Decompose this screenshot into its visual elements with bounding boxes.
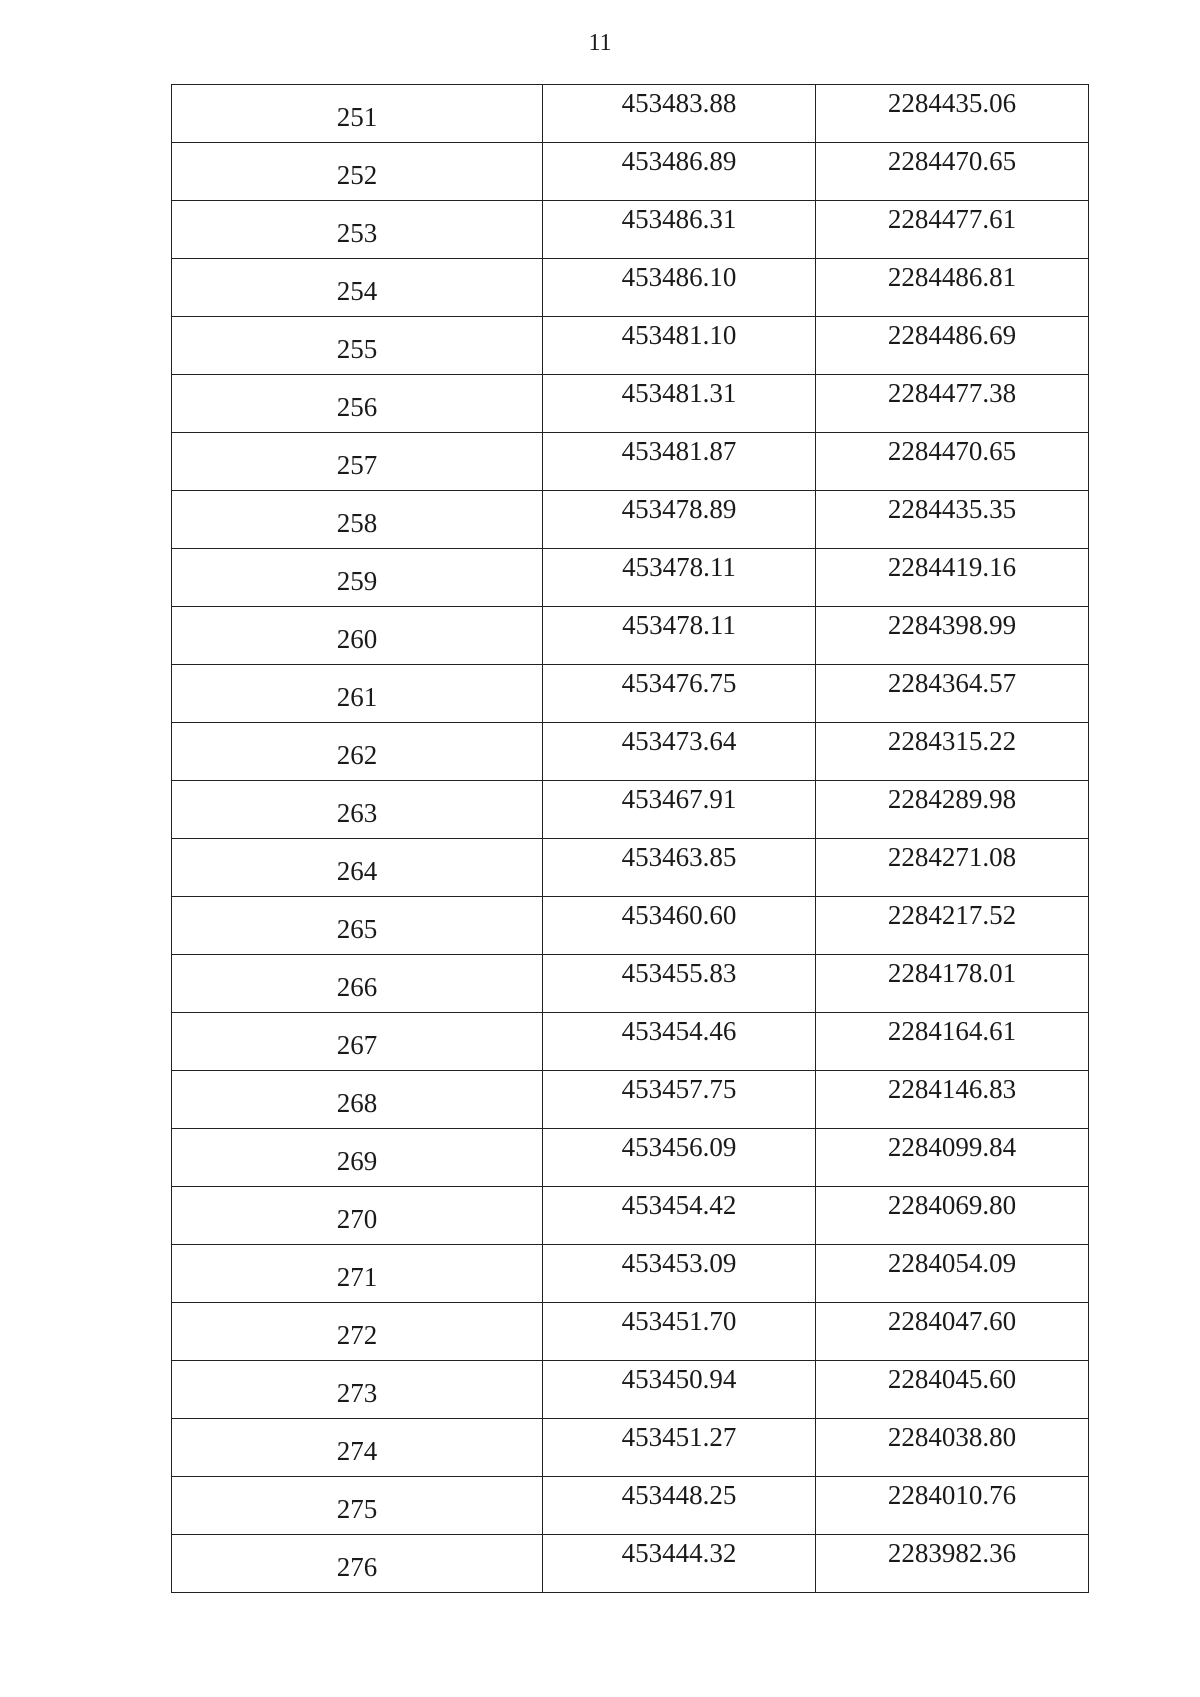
y-coordinate-cell: 2284486.69 [816,317,1089,375]
point-number-cell: 261 [172,665,543,723]
y-coordinate-cell: 2284069.80 [816,1187,1089,1245]
table-row [172,1477,1089,1535]
table-row [172,259,1089,317]
table-row [172,955,1089,1013]
y-coordinate-cell: 2284164.61 [816,1013,1089,1071]
point-number-cell: 258 [172,491,543,549]
x-coordinate-cell: 453467.91 [543,781,816,839]
y-coordinate-cell: 2284470.65 [816,143,1089,201]
point-number-cell: 263 [172,781,543,839]
coordinates-table-body [172,85,1089,1593]
point-number-cell: 259 [172,549,543,607]
y-coordinate-cell: 2284477.61 [816,201,1089,259]
y-coordinate-cell: 2284010.76 [816,1477,1089,1535]
point-number-cell: 257 [172,433,543,491]
x-coordinate-cell: 453453.09 [543,1245,816,1303]
y-coordinate-cell: 2284271.08 [816,839,1089,897]
y-coordinate-cell: 2284178.01 [816,955,1089,1013]
table-row [172,201,1089,259]
x-coordinate-cell: 453481.10 [543,317,816,375]
y-coordinate-cell: 2284054.09 [816,1245,1089,1303]
y-coordinate-cell: 2284289.98 [816,781,1089,839]
point-number-cell: 256 [172,375,543,433]
x-coordinate-cell: 453478.11 [543,607,816,665]
table-row [172,1419,1089,1477]
point-number-cell: 260 [172,607,543,665]
table-row [172,839,1089,897]
x-coordinate-cell: 453463.85 [543,839,816,897]
x-coordinate-cell: 453483.88 [543,85,816,143]
table-row [172,1071,1089,1129]
y-coordinate-cell: 2284477.38 [816,375,1089,433]
point-number-cell: 267 [172,1013,543,1071]
point-number-cell: 254 [172,259,543,317]
point-number-cell: 275 [172,1477,543,1535]
table-row [172,491,1089,549]
table-row [172,723,1089,781]
table-row [172,433,1089,491]
y-coordinate-cell: 2284486.81 [816,259,1089,317]
x-coordinate-cell: 453478.89 [543,491,816,549]
x-coordinate-cell: 453448.25 [543,1477,816,1535]
point-number-cell: 270 [172,1187,543,1245]
y-coordinate-cell: 2284217.52 [816,897,1089,955]
table-row [172,1303,1089,1361]
table-row [172,1129,1089,1187]
table-row [172,897,1089,955]
point-number-cell: 269 [172,1129,543,1187]
point-number-cell: 272 [172,1303,543,1361]
table-row [172,607,1089,665]
point-number-cell: 276 [172,1535,543,1593]
table-row [172,665,1089,723]
point-number-cell: 274 [172,1419,543,1477]
point-number-cell: 253 [172,201,543,259]
x-coordinate-cell: 453454.42 [543,1187,816,1245]
y-coordinate-cell: 2284419.16 [816,549,1089,607]
point-number-cell: 264 [172,839,543,897]
x-coordinate-cell: 453444.32 [543,1535,816,1593]
point-number-cell: 265 [172,897,543,955]
point-number-cell: 255 [172,317,543,375]
table-row [172,1013,1089,1071]
table-row [172,143,1089,201]
y-coordinate-cell: 2284038.80 [816,1419,1089,1477]
table-row [172,85,1089,143]
table-row [172,375,1089,433]
x-coordinate-cell: 453457.75 [543,1071,816,1129]
point-number-cell: 273 [172,1361,543,1419]
point-number-cell: 268 [172,1071,543,1129]
point-number-cell: 262 [172,723,543,781]
x-coordinate-cell: 453481.87 [543,433,816,491]
x-coordinate-cell: 453486.89 [543,143,816,201]
y-coordinate-cell: 2284435.06 [816,85,1089,143]
table-row [172,1245,1089,1303]
x-coordinate-cell: 453481.31 [543,375,816,433]
x-coordinate-cell: 453473.64 [543,723,816,781]
y-coordinate-cell: 2284435.35 [816,491,1089,549]
x-coordinate-cell: 453451.70 [543,1303,816,1361]
x-coordinate-cell: 453456.09 [543,1129,816,1187]
point-number-cell: 271 [172,1245,543,1303]
y-coordinate-cell: 2284146.83 [816,1071,1089,1129]
table-row [172,781,1089,839]
point-number-cell: 266 [172,955,543,1013]
page-number: 11 [588,30,612,56]
point-number-cell: 251 [172,85,543,143]
table-row [172,1535,1089,1593]
x-coordinate-cell: 453460.60 [543,897,816,955]
y-coordinate-cell: 2284470.65 [816,433,1089,491]
y-coordinate-cell: 2284045.60 [816,1361,1089,1419]
x-coordinate-cell: 453450.94 [543,1361,816,1419]
x-coordinate-cell: 453486.31 [543,201,816,259]
x-coordinate-cell: 453478.11 [543,549,816,607]
y-coordinate-cell: 2284047.60 [816,1303,1089,1361]
table-row [172,549,1089,607]
table-row [172,1361,1089,1419]
x-coordinate-cell: 453455.83 [543,955,816,1013]
x-coordinate-cell: 453454.46 [543,1013,816,1071]
y-coordinate-cell: 2284364.57 [816,665,1089,723]
y-coordinate-cell: 2284099.84 [816,1129,1089,1187]
table-row [172,317,1089,375]
table-row [172,1187,1089,1245]
x-coordinate-cell: 453476.75 [543,665,816,723]
coordinates-table [171,84,1089,1593]
y-coordinate-cell: 2284315.22 [816,723,1089,781]
x-coordinate-cell: 453451.27 [543,1419,816,1477]
y-coordinate-cell: 2284398.99 [816,607,1089,665]
x-coordinate-cell: 453486.10 [543,259,816,317]
y-coordinate-cell: 2283982.36 [816,1535,1089,1593]
point-number-cell: 252 [172,143,543,201]
